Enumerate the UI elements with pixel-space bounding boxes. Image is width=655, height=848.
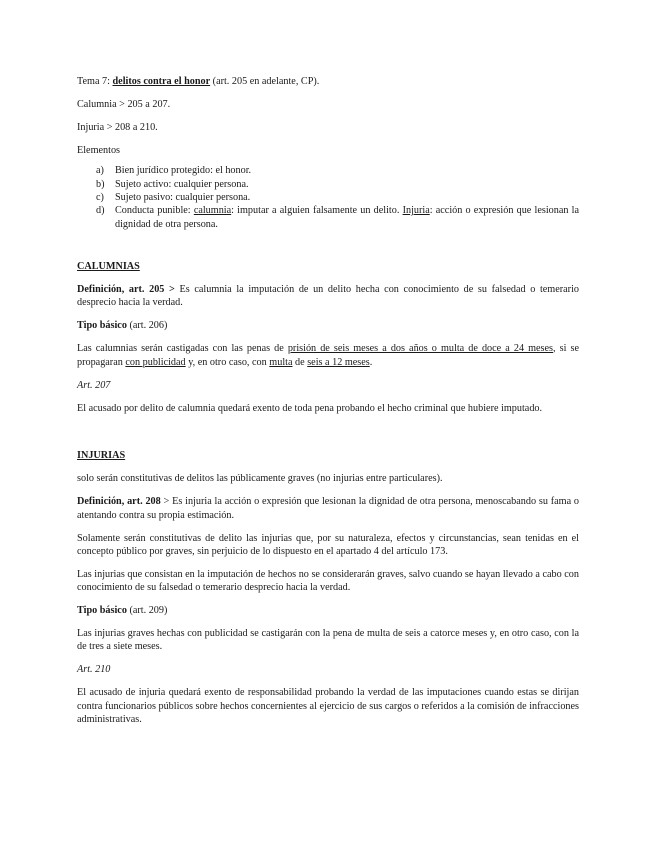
list-marker: b) [96, 178, 105, 190]
conduct-pre: Conducta punible: [115, 205, 194, 217]
penas-text: , si se propagaran [77, 343, 579, 368]
document-page [77, 75, 579, 736]
elementos-label: Elementos [77, 144, 121, 156]
topic-line [77, 75, 579, 88]
penas-text: de [292, 356, 308, 368]
penas-prison: prisión de seis meses a dos años o multa de doce a 24 meses [287, 343, 554, 355]
conduct-post: : acción o expresión que lesionan la dignidad de otra persona. [115, 205, 579, 230]
calumnias-penas [77, 342, 579, 369]
conduct-mid: : imputar a alguien falsamente un delito. [231, 205, 403, 217]
art-207-text: El acusado por delito de calumnia quedará exento de toda pena probando el hecho criminal que hubiere imputado. [77, 402, 543, 414]
injurias-paragraph: Solamente serán constitutivas de delito las injurias que, por su naturaleza, efectos y circunstancias, sean tenidas en el concepto público por graves, sin perjuicio de lo dispuesto en el apartado 4 del artículo 173. [77, 532, 579, 557]
art-207-heading: Art. 207 [77, 379, 111, 391]
injurias-intro: solo serán constitutivas de delitos las públicamente graves (no injurias entre particulares). [77, 473, 443, 485]
list-item-text: Sujeto activo: cualquier persona. [115, 178, 249, 190]
calumnias-heading: CALUMNIAS [77, 261, 140, 273]
conduct-injuria: Injuria [402, 205, 430, 217]
art-210-text: El acusado de injuria quedará exento de responsabilidad probando la verdad de las imputaciones cuando estas se dirijan contra funcionarios públicos sobre hechos concernientes al ejercicio de sus cargos o referidos a la comisión de infracciones administrativas. [77, 687, 579, 726]
penas-duration: seis a 12 meses [307, 356, 370, 368]
injurias-paragraph: Las injurias que consistan en la imputación de hechos no se considerarán graves, salvo cuando se hayan llevado a cabo con conocimiento de su falsedad o temerario desprecio hacia la verdad. [77, 568, 579, 594]
topic-suffix: (art. 205 en adelante, CP). [210, 76, 320, 87]
injurias-definition [77, 495, 579, 522]
elementos-list [77, 164, 579, 231]
list-item-text: Bien jurídico protegido: el honor. [115, 165, 252, 177]
list-marker: a) [96, 165, 104, 177]
definition-label: Definición, art. 208 [77, 496, 161, 508]
list-marker: d) [96, 205, 105, 217]
calumnias-definition [77, 283, 579, 310]
list-item [77, 164, 579, 177]
tipo-ref: (art. 209) [126, 605, 168, 617]
topic-title: delitos contra el honor [112, 76, 211, 87]
topic-prefix: Tema 7: [77, 76, 113, 87]
definition-label: Definición, art. 205 > [77, 284, 175, 296]
injuria-range-line: Injuria > 208 a 210. [77, 121, 158, 133]
list-marker: c) [96, 191, 104, 203]
injurias-tipo [77, 604, 579, 617]
list-item [77, 178, 579, 191]
tipo-label: Tipo básico [77, 605, 127, 617]
list-item-text: Sujeto pasivo: cualquier persona. [115, 191, 251, 203]
definition-text: Es calumnia la imputación de un delito hecha con conocimiento de su falsedad o temerario desprecio hacia la verdad. [77, 284, 579, 309]
list-item [77, 191, 579, 204]
art-210-heading: Art. 210 [77, 664, 111, 676]
conduct-calumnia: calumnia [193, 205, 232, 217]
spacer [77, 424, 579, 449]
penas-text: . [369, 356, 373, 368]
definition-text: > Es injuria la acción o expresión que lesionan la dignidad de otra persona, menoscabando su fama o atentando contra su propia estimación. [77, 496, 579, 521]
tipo-ref: (art. 206) [126, 320, 168, 332]
penas-multa: multa [269, 356, 293, 368]
injurias-paragraph: Las injurias graves hechas con publicidad se castigarán con la pena de multa de seis a catorce meses y, en otro caso, con la de tres a siete meses. [77, 628, 579, 653]
calumnias-tipo [77, 319, 579, 332]
tipo-label: Tipo básico [77, 320, 127, 332]
penas-publicidad: con publicidad [125, 356, 186, 368]
injurias-heading: INJURIAS [77, 450, 126, 462]
spacer [77, 231, 579, 260]
penas-text: y, en otro caso, con [185, 356, 270, 368]
penas-text: Las calumnias serán castigadas con las penas de [77, 343, 288, 355]
calumnia-range-line: Calumnia > 205 a 207. [77, 98, 171, 110]
list-item [77, 204, 579, 231]
